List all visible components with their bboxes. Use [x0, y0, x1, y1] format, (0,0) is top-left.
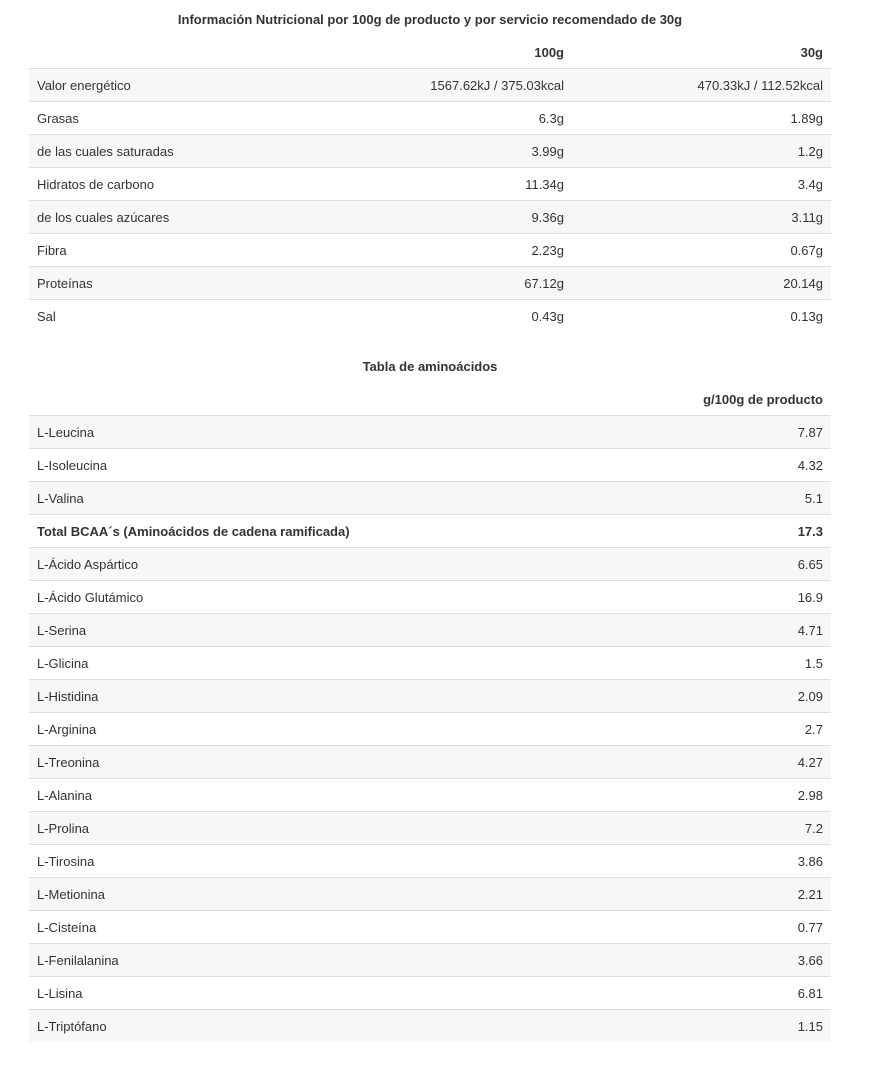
amino-header-name: [29, 383, 629, 416]
amino-table: [29, 383, 831, 1042]
table-row: [29, 944, 831, 977]
row-value: 9.36g: [279, 201, 572, 234]
row-label: L-Arginina: [29, 713, 629, 746]
row-value: 6.81: [629, 977, 831, 1010]
row-value: 0.13g: [572, 300, 831, 333]
table-row: [29, 614, 831, 647]
nutrition-header-per-30g: 30g: [800, 44, 823, 60]
table-row: [29, 812, 831, 845]
amino-header-grams-per-100g: g/100g de producto: [703, 391, 823, 407]
row-value: 1.5: [629, 647, 831, 680]
row-value: 7.87: [629, 416, 831, 449]
row-label: L-Isoleucina: [29, 449, 629, 482]
row-value: 2.21: [629, 878, 831, 911]
table-row: [29, 845, 831, 878]
row-value: 1.2g: [572, 135, 831, 168]
nutrition-header-per-100g: 100g: [534, 44, 564, 60]
row-label: L-Lisina: [29, 977, 629, 1010]
row-label: Proteínas: [29, 267, 279, 300]
row-value: 3.11g: [572, 201, 831, 234]
row-value: 16.9: [629, 581, 831, 614]
table-row: [29, 69, 831, 102]
row-label: L-Cisteína: [29, 911, 629, 944]
row-value: 2.23g: [279, 234, 572, 267]
row-label: L-Fenilalanina: [29, 944, 629, 977]
row-value: 2.98: [629, 779, 831, 812]
row-label: de los cuales azúcares: [29, 201, 279, 234]
table-row: [29, 267, 831, 300]
row-label: Total BCAA´s (Aminoácidos de cadena ramificada): [29, 515, 629, 548]
row-label: L-Ácido Glutámico: [29, 581, 629, 614]
row-label: L-Histidina: [29, 680, 629, 713]
table-row: [29, 647, 831, 680]
table-row: [29, 713, 831, 746]
row-value: 0.67g: [572, 234, 831, 267]
row-label: Grasas: [29, 102, 279, 135]
row-label: L-Valina: [29, 482, 629, 515]
row-value: 67.12g: [279, 267, 572, 300]
row-value: 4.32: [629, 449, 831, 482]
table-row: [29, 779, 831, 812]
row-label: Valor energético: [29, 69, 279, 102]
table-row: [29, 515, 831, 548]
row-label: L-Tirosina: [29, 845, 629, 878]
table-row: [29, 482, 831, 515]
row-value: 3.99g: [279, 135, 572, 168]
row-label: de las cuales saturadas: [29, 135, 279, 168]
amino-table-title: Tabla de aminoácidos: [362, 359, 498, 374]
table-row: [29, 416, 831, 449]
row-value: 17.3: [629, 515, 831, 548]
row-value: 11.34g: [279, 168, 572, 201]
table-row: [29, 746, 831, 779]
row-value: 6.65: [629, 548, 831, 581]
amino-header-row: [29, 383, 831, 416]
table-row: [29, 201, 831, 234]
nutrition-header-nutrient: [29, 36, 279, 69]
table-row: [29, 168, 831, 201]
table-row: [29, 581, 831, 614]
row-label: L-Prolina: [29, 812, 629, 845]
row-value: 1.15: [629, 1010, 831, 1043]
row-value: 3.86: [629, 845, 831, 878]
row-label: L-Ácido Aspártico: [29, 548, 629, 581]
table-row: [29, 878, 831, 911]
row-label: L-Glicina: [29, 647, 629, 680]
row-label: L-Metionina: [29, 878, 629, 911]
row-value: 2.7: [629, 713, 831, 746]
row-value: 0.43g: [279, 300, 572, 333]
row-value: 2.09: [629, 680, 831, 713]
table-row: [29, 102, 831, 135]
row-value: 7.2: [629, 812, 831, 845]
row-value: 5.1: [629, 482, 831, 515]
row-label: L-Triptófano: [29, 1010, 629, 1043]
row-value: 6.3g: [279, 102, 572, 135]
table-row: [29, 1010, 831, 1043]
row-label: L-Treonina: [29, 746, 629, 779]
row-label: Hidratos de carbono: [29, 168, 279, 201]
table-row: [29, 977, 831, 1010]
row-label: Sal: [29, 300, 279, 333]
row-value: 20.14g: [572, 267, 831, 300]
table-row: [29, 135, 831, 168]
table-row: [29, 680, 831, 713]
row-label: L-Serina: [29, 614, 629, 647]
row-label: L-Leucina: [29, 416, 629, 449]
row-value: 3.66: [629, 944, 831, 977]
table-row: [29, 548, 831, 581]
row-label: Fibra: [29, 234, 279, 267]
nutrition-table: [29, 36, 831, 332]
row-value: 4.27: [629, 746, 831, 779]
row-value: 3.4g: [572, 168, 831, 201]
nutrition-table-title: Información Nutricional por 100g de producto y por servicio recomendado de 30g: [177, 12, 683, 27]
row-label: L-Alanina: [29, 779, 629, 812]
table-row: [29, 449, 831, 482]
nutrition-header-row: [29, 36, 831, 69]
row-value: 1567.62kJ / 375.03kcal: [279, 69, 572, 102]
table-row: [29, 300, 831, 333]
table-row: [29, 911, 831, 944]
table-row: [29, 234, 831, 267]
row-value: 470.33kJ / 112.52kcal: [572, 69, 831, 102]
row-value: 1.89g: [572, 102, 831, 135]
row-value: 4.71: [629, 614, 831, 647]
row-value: 0.77: [629, 911, 831, 944]
